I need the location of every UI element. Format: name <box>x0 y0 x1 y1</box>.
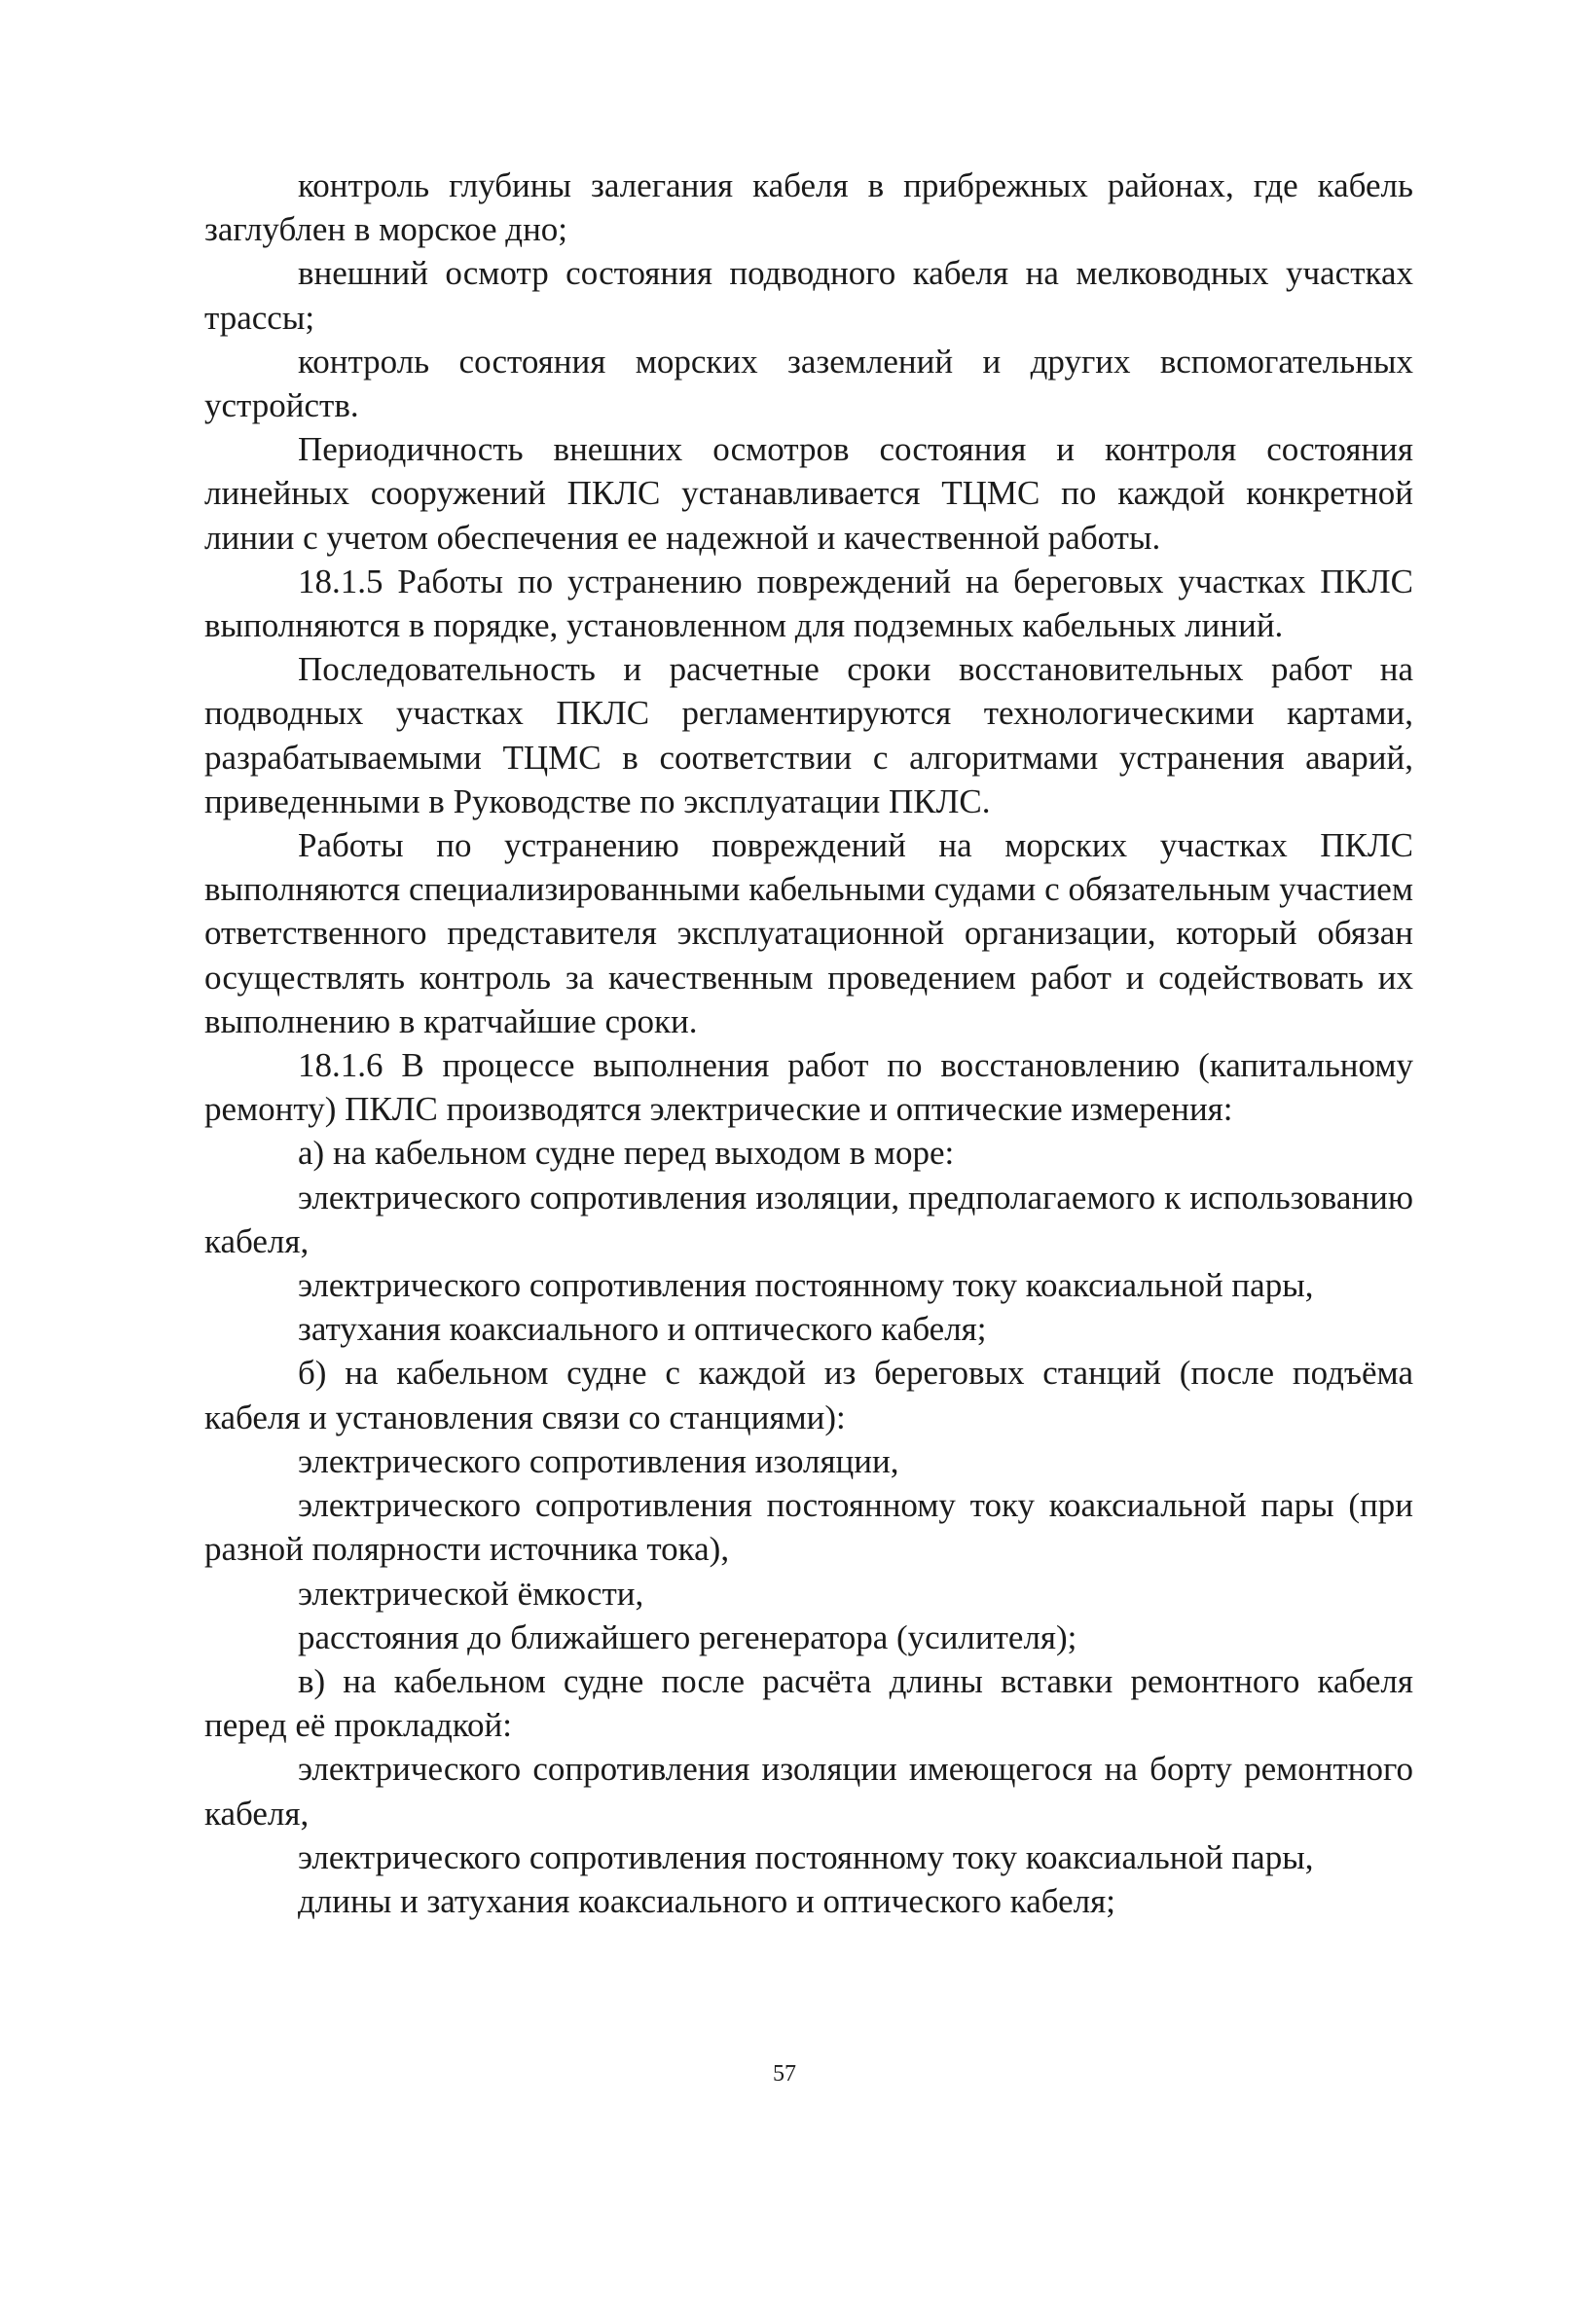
paragraph-grounding-control: контроль состояния морских заземлений и других вспомогательных устройств. <box>204 342 1413 425</box>
list-item-a: а) на кабельном судне перед выходом в море: <box>298 1134 955 1173</box>
list-item-c-2: электрического сопротивления постоянному току коаксиальной пары, <box>298 1837 1314 1876</box>
paragraph-inspection-periodicity: Периодичность внешних осмотров состояния и контроля состояния линейных сооружений ПКЛС устанавливается ТЦМС по каждой конкретной линии с учетом обеспечения ее надежной и качественной работы. <box>204 430 1413 557</box>
list-item-b-2: электрического сопротивления постоянному току коаксиальной пары (при разной полярности источника тока), <box>204 1486 1413 1569</box>
paragraph-cable-depth-control: контроль глубины залегания кабеля в прибрежных районах, где кабель заглублен в морское дно; <box>204 166 1413 249</box>
paragraph-marine-repair-works: Работы по устранению повреждений на морских участках ПКЛС выполняются специализированными кабельными судами с обязательным участием ответственного представителя эксплуатационной организации, который обязан осуществлять контроль за качественным проведением работ и содействовать их выполнению в кратчайшие сроки. <box>204 826 1413 1040</box>
list-item-a-3: затухания коаксиального и оптического кабеля; <box>298 1310 987 1349</box>
paragraph-section-18-1-6: 18.1.6 В процессе выполнения работ по восстановлению (капитальному ремонту) ПКЛС производятся электрические и оптические измерения: <box>204 1046 1413 1129</box>
list-item-b-1: электрического сопротивления изоляции, <box>298 1441 899 1480</box>
list-item-c: в) на кабельном судне после расчёта длины вставки ремонтного кабеля перед её прокладкой: <box>204 1661 1413 1745</box>
list-item-a-2: электрического сопротивления постоянному току коаксиальной пары, <box>298 1266 1314 1305</box>
list-item-b: б) на кабельном судне с каждой из береговых станций (после подъёма кабеля и установления связи со станциями): <box>204 1354 1413 1436</box>
list-item-b-3: электрической ёмкости, <box>298 1574 644 1613</box>
list-item-c-1: электрического сопротивления изоляции имеющегося на борту ремонтного кабеля, <box>204 1750 1413 1833</box>
paragraph-restoration-sequence: Последовательность и расчетные сроки восстановительных работ на подводных участках ПКЛС регламентируются технологическими картами, разрабатываемыми ТЦМС в соответствии с алгоритмами устранения аварий, приведенными в Руководстве по эксплуатации ПКЛС. <box>204 650 1413 820</box>
page-number: 57 <box>773 2061 796 2087</box>
list-item-b-4: расстояния до ближайшего регенератора (усилителя); <box>298 1617 1077 1656</box>
paragraph-visual-inspection: внешний осмотр состояния подводного кабеля на мелководных участках трассы; <box>204 254 1413 337</box>
list-item-c-3: длины и затухания коаксиального и оптического кабеля; <box>298 1881 1115 1920</box>
paragraph-section-18-1-5: 18.1.5 Работы по устранению повреждений на береговых участках ПКЛС выполняются в порядке, установленном для подземных кабельных линий. <box>204 562 1413 645</box>
list-item-a-1: электрического сопротивления изоляции, предполагаемого к использованию кабеля, <box>204 1178 1413 1260</box>
body-text <box>204 163 1413 1923</box>
